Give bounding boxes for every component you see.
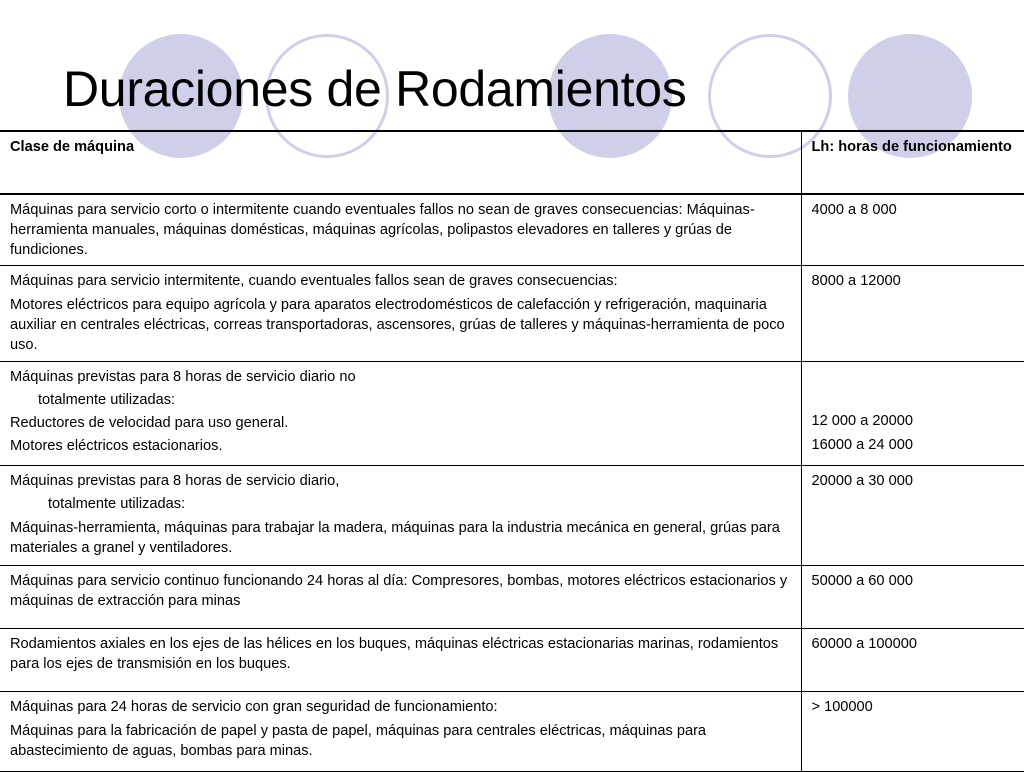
machine-text: Máquinas para 24 horas de servicio con gran seguridad de funcionamiento: <box>10 698 498 715</box>
machine-text: Máquinas para servicio continuo funcionando 24 horas al día: Compresores, bombas, motores eléctricos estacionarios y máquinas de extracción para minas <box>10 572 788 609</box>
machine-text: Rodamientos axiales en los ejes de las hélices en los buques, máquinas eléctricas estacionarias marinas, rodamientos para los ejes de transmisión en los buques. <box>10 635 779 672</box>
hours-value: > 100000 <box>811 698 873 715</box>
machine-text: Máquinas para servicio corto o intermitente cuando eventuales fallos no sean de graves consecuencias: Máquinas-herramienta manuales, máquinas domésticas, máquinas agrícolas, polipastos elevadores en talleres y grúas de fundiciones. <box>10 202 755 258</box>
hours-cell <box>801 465 1024 565</box>
machine-cell <box>0 628 801 691</box>
bearing-life-table <box>0 130 1024 772</box>
machine-text: Máquinas-herramienta, máquinas para trabajar la madera, máquinas para la industria mecánica en general, grúas para materiales a granel y ventiladores. <box>10 519 780 556</box>
machine-text: Motores eléctricos estacionarios. <box>10 437 223 454</box>
table-row <box>0 194 1024 265</box>
hours-cell <box>801 628 1024 691</box>
header-hours: Lh: horas de funcionamiento <box>801 131 1024 194</box>
machine-text: Motores eléctricos para equipo agrícola y para aparatos electrodomésticos de calefacción y refrigeración, maquinaria auxiliar en centrales eléctricas, correas transportadoras, ascensores, grúas de talleres y máquinas-herramienta de poco uso. <box>10 296 785 353</box>
machine-cell <box>0 565 801 628</box>
machine-text: Máquinas para servicio intermitente, cuando eventuales fallos sean de graves consecuencias: <box>10 272 618 289</box>
machine-cell <box>0 194 801 265</box>
table-header-row <box>0 131 1024 194</box>
hours-value: 12 000 a 20000 <box>811 412 913 429</box>
machine-text: totalmente utilizadas: <box>48 495 186 512</box>
hours-value: 16000 a 24 000 <box>811 436 913 453</box>
machine-cell <box>0 691 801 771</box>
machine-text: Máquinas previstas para 8 horas de servicio diario, <box>10 472 340 489</box>
header-machine-class: Clase de máquina <box>0 131 801 194</box>
table-row <box>0 691 1024 771</box>
machine-cell <box>0 465 801 565</box>
hours-cell <box>801 194 1024 265</box>
machine-text: Máquinas para la fabricación de papel y pasta de papel, máquinas para centrales eléctricas, máquinas para abastecimiento de aguas, bombas para minas. <box>10 722 707 759</box>
hours-value: 20000 a 30 000 <box>811 472 913 489</box>
table-row <box>0 265 1024 361</box>
table-row <box>0 465 1024 565</box>
table-row <box>0 361 1024 465</box>
hours-value: 60000 a 100000 <box>811 635 918 652</box>
hours-spacer <box>812 367 1017 407</box>
machine-cell <box>0 265 801 361</box>
machine-text: Reductores de velocidad para uso general. <box>10 414 289 431</box>
machine-text: Máquinas previstas para 8 horas de servicio diario no <box>10 368 356 385</box>
hours-cell <box>801 691 1024 771</box>
machine-text: totalmente utilizadas: <box>38 391 176 408</box>
hours-value: 8000 a 12000 <box>811 272 901 289</box>
hours-value: 4000 a 8 000 <box>811 202 897 218</box>
machine-cell <box>0 361 801 465</box>
hours-cell <box>801 565 1024 628</box>
hours-cell <box>801 265 1024 361</box>
slide-title: Duraciones de Rodamientos <box>63 61 687 117</box>
table-row <box>0 628 1024 691</box>
table-row <box>0 565 1024 628</box>
hours-value: 50000 a 60 000 <box>811 572 913 589</box>
hours-cell <box>801 361 1024 465</box>
